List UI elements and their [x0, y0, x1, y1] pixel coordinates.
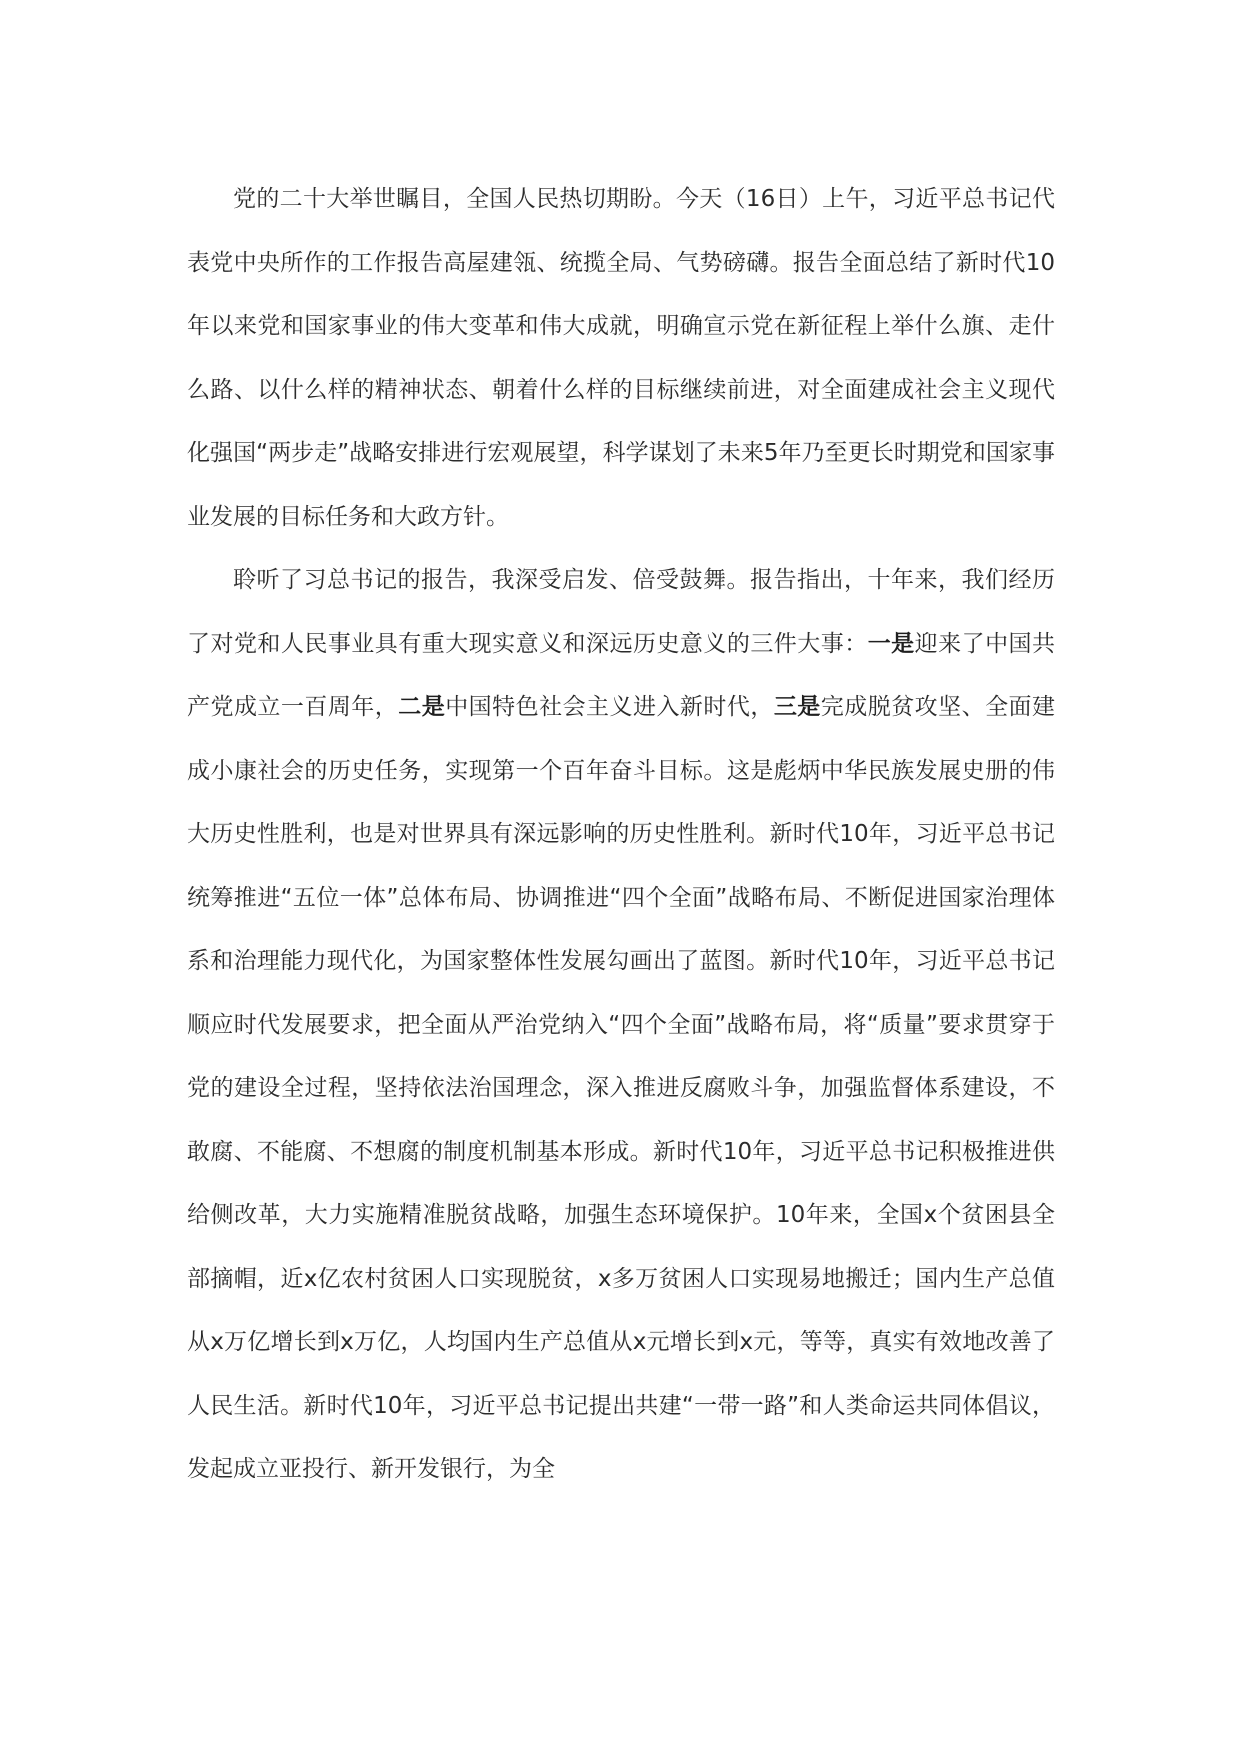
paragraph-2-event-1: 迎来了中国共产党成立一百周年，: [187, 630, 1056, 720]
document-body: [187, 168, 1055, 1502]
paragraph-2-intro: 聆听了习总书记的报告，我深受启发、倍受鼓舞。报告指出，十年来，我们经历了对党和人民事业具有重大现实意义和深远历史意义的三件大事：: [187, 567, 1055, 657]
bold-marker-second: 二是: [398, 694, 446, 720]
paragraph-2: [187, 549, 1055, 1502]
paragraph-1: [187, 168, 1055, 549]
bold-marker-first: 一是: [867, 630, 915, 657]
bold-marker-third: 三是: [773, 694, 821, 720]
paragraph-1-text: 党的二十大举世瞩目，全国人民热切期盼。今天（16日）上午，习近平总书记代表党中央所作的工作报告高屋建瓴、统揽全局、气势磅礴。报告全面总结了新时代10年以来党和国家事业的伟大变革和伟大成就，明确宣示党在新征程上举什么旗、走什么路、以什么样的精神状态、朝着什么样的目标继续前进，对全面建成社会主义现代化强国“两步走”战略安排进行宏观展望，科学谋划了未来5年乃至更长时期党和国家事业发展的目标任务和大政方针。: [187, 186, 1055, 530]
paragraph-2-event-2: 中国特色社会主义进入新时代，: [445, 694, 774, 720]
paragraph-2-body: 完成脱贫攻坚、全面建成小康社会的历史任务，实现第一个百年奋斗目标。这是彪炳中华民族发展史册的伟大历史性胜利，也是对世界具有深远影响的历史性胜利。新时代10年，习近平总书记统筹推进“五位一体”总体布局、协调推进“四个全面”战略布局、不断促进国家治理体系和治理能力现代化，为国家整体性发展勾画出了蓝图。新时代10年，习近平总书记顺应时代发展要求，把全面从严治党纳入“四个全面”战略布局，将“质量”要求贯穿于党的建设全过程，坚持依法治国理念，深入推进反腐败斗争，加强监督体系建设，不敢腐、不能腐、不想腐的制度机制基本形成。新时代10年，习近平总书记积极推进供给侧改革，大力实施精准脱贫战略，加强生态环境保护。10年来，全国x个贫困县全部摘帽，近x亿农村贫困人口实现脱贫，x多万贫困人口实现易地搬迁；国内生产总值从x万亿增长到x万亿，人均国内生产总值从x元增长到x元，等等，真实有效地改善了人民生活。新时代10年，习近平总书记提出共建“一带一路”和人类命运共同体倡议，发起成立亚投行、新开发银行，为全: [187, 694, 1056, 1482]
